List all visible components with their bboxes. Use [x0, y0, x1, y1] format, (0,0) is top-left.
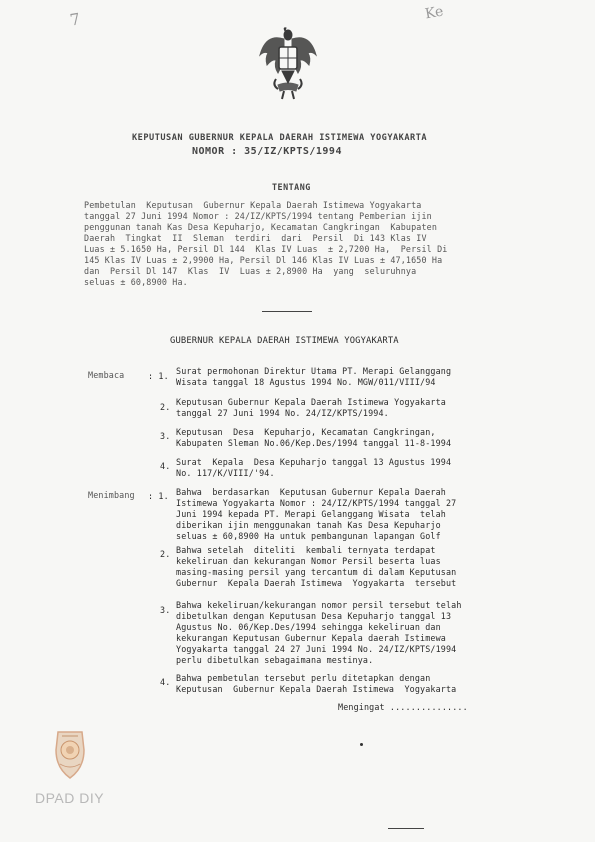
- item-line: Juni 1994 kepada PT. Merapi Gelanggang Wisata telah: [176, 509, 446, 519]
- item-line: Surat permohonan Direktur Utama PT. Merapi Gelanggang: [176, 366, 452, 376]
- item-line: tanggal 27 Juni 1994 No. 24/IZ/KPTS/1994.: [176, 408, 389, 418]
- membaca-label: Membaca: [88, 370, 125, 380]
- item-line: kekurangan Keputusan Gubernur Kepala daerah Istimewa: [176, 633, 446, 643]
- item-line: kekeliruan dan kekurangan Nomor Persil beserta luas: [176, 556, 441, 566]
- archive-watermark-label: DPAD DIY: [35, 790, 105, 806]
- corner-mark-right: Ke: [423, 3, 445, 23]
- item-line: perlu dibetulkan sebagaimana mestinya.: [176, 655, 374, 665]
- tentang-line: Daerah Tingkat II Sleman terdiri dari Persil Di 143 Klas IV: [84, 233, 427, 243]
- ink-dot: [360, 743, 363, 746]
- item-line: Gubernur Kepala Daerah Istimewa Yogyakarta tersebut: [176, 578, 457, 588]
- item-line: dibetulkan dengan Keputusan Desa Kepuharjo tanggal 13: [176, 611, 452, 621]
- tentang-line: dan Persil Dl 147 Klas IV Luas ± 2,8900 Ha yang seluruhnya: [84, 266, 417, 276]
- item-line: Surat Kepala Desa Kepuharjo tanggal 13 Agustus 1994: [176, 457, 452, 467]
- item-line: No. 117/K/VIII/'94.: [176, 468, 275, 478]
- tentang-heading: TENTANG: [272, 182, 311, 192]
- item-number: 3.: [160, 431, 171, 441]
- item-line: Keputusan Gubernur Kepala Daerah Istimewa Yogyakarta: [176, 397, 446, 407]
- item-number: 4.: [160, 461, 171, 471]
- item-line: Keputusan Desa Kepuharjo, Kecamatan Cangkringan,: [176, 427, 436, 437]
- item-line: Kabupaten Sleman No.06/Kep.Des/1994 tanggal 11-8-1994: [176, 438, 452, 448]
- archive-seal-icon: [50, 728, 90, 782]
- item-number: 2.: [160, 402, 171, 412]
- bottom-divider: [388, 828, 424, 829]
- item-number: : 1.: [148, 491, 169, 501]
- item-line: Keputusan Gubernur Kepala Daerah Istimewa Yogyakarta: [176, 684, 457, 694]
- item-line: Bahwa berdasarkan Keputusan Gubernur Kepala Daerah: [176, 487, 446, 497]
- item-line: Bahwa pembetulan tersebut perlu ditetapkan dengan: [176, 673, 431, 683]
- item-number: 3.: [160, 605, 171, 615]
- decree-number: NOMOR : 35/IZ/KPTS/1994: [192, 146, 342, 157]
- garuda-emblem-icon: [256, 25, 320, 101]
- tentang-line: penggunan tanah Kas Desa Kepuharjo, Kecamatan Cangkringan Kabupaten: [84, 222, 438, 232]
- item-line: Yogyakarta tanggal 24 27 Juni 1994 No. 24/IZ/KPTS/1994: [176, 644, 457, 654]
- item-number: : 1.: [148, 371, 169, 381]
- item-line: Wisata tanggal 18 Agustus 1994 No. MGW/011/VIII/94: [176, 377, 436, 387]
- tentang-line: seluas ± 60,8900 Ha.: [84, 277, 188, 287]
- item-line: masing-masing persil yang tercantum di dalam Keputusan: [176, 567, 457, 577]
- menimbang-label: Menimbang: [88, 490, 135, 500]
- continuation-mengingat: Mengingat ...............: [338, 702, 468, 712]
- item-line: Bahwa setelah diteliti kembali ternyata terdapat: [176, 545, 436, 555]
- item-line: diberikan ijin menggunakan tanah Kas Desa Kepuharjo: [176, 520, 441, 530]
- corner-mark-left: 7: [68, 9, 82, 30]
- item-line: Istimewa Yogyakarta Nomor : 24/IZ/KPTS/1994 tanggal 27: [176, 498, 457, 508]
- item-number: 2.: [160, 549, 171, 559]
- item-line: Bahwa kekeliruan/kekurangan nomor persil tersebut telah: [176, 600, 462, 610]
- governor-heading: GUBERNUR KEPALA DAERAH ISTIMEWA YOGYAKARTA: [170, 336, 399, 346]
- tentang-line: Luas ± 5.1650 Ha, Persil Dl 144 Klas IV Luas ± 2,7200 Ha, Persil Di: [84, 244, 448, 254]
- decree-title: KEPUTUSAN GUBERNUR KEPALA DAERAH ISTIMEWA YOGYAKARTA: [132, 133, 428, 143]
- tentang-line: 145 Klas IV Luas ± 2,9900 Ha, Persil Dl 146 Klas IV Luas ± 47,1650 Ha: [84, 255, 443, 265]
- tentang-line: Pembetulan Keputusan Gubernur Kepala Daerah Istimewa Yogyakarta: [84, 200, 422, 210]
- divider: [262, 311, 312, 312]
- tentang-line: tanggal 27 Juni 1994 Nomor : 24/IZ/KPTS/1994 tentang Pemberian ijin: [84, 211, 432, 221]
- item-line: seluas ± 60,8900 Ha untuk pembangunan lapangan Golf: [176, 531, 441, 541]
- item-number: 4.: [160, 677, 171, 687]
- item-line: Agustus No. 06/Kep.Des/1994 sehingga kekeliruan dan: [176, 622, 441, 632]
